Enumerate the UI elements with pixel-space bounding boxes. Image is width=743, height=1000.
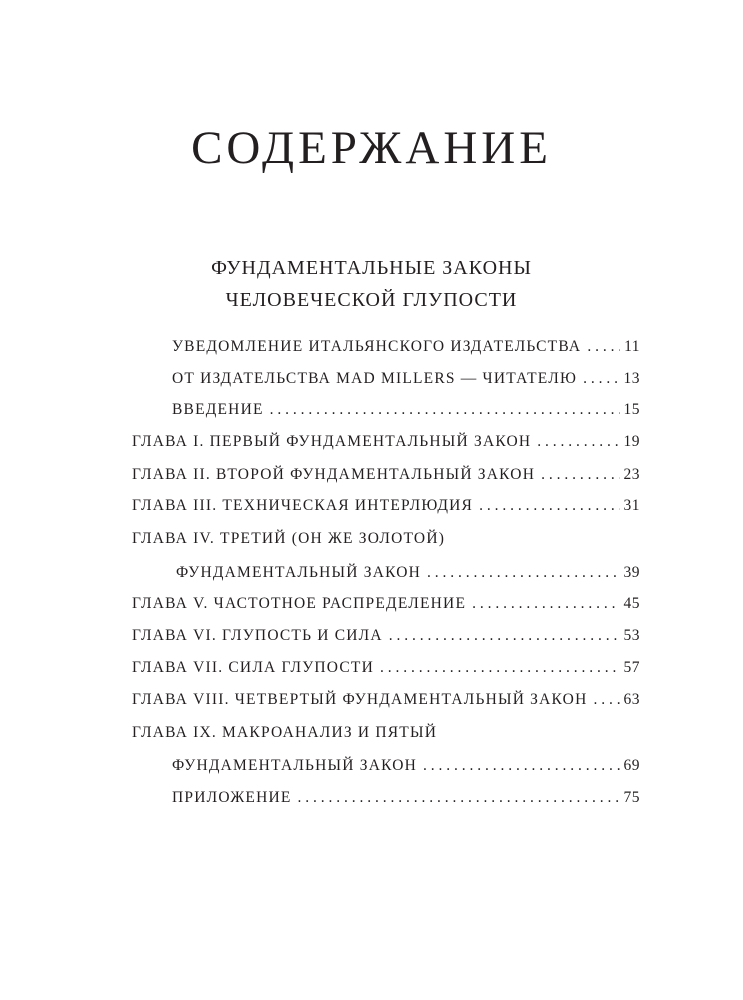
section-title-line-1: ФУНДАМЕНТАЛЬНЫЕ ЗАКОНЫ: [211, 257, 532, 279]
toc-leader-dots: [270, 401, 620, 419]
toc-entry-label: ГЛАВА III. ТЕХНИЧЕСКАЯ ИНТЕРЛЮДИЯ: [132, 497, 474, 514]
toc-leader-dots: [537, 433, 619, 451]
toc-leader-dots: [593, 691, 619, 709]
toc-leader-dots: [298, 789, 620, 807]
toc-entry-label: ГЛАВА I. ПЕРВЫЙ ФУНДАМЕНТАЛЬНЫЙ ЗАКОН: [132, 433, 532, 450]
toc-entry[interactable]: [176, 564, 640, 588]
toc-entry-label: ГЛАВА II. ВТОРОЙ ФУНДАМЕНТАЛЬНЫЙ ЗАКОН: [132, 466, 536, 483]
toc-entry-page: 75: [623, 789, 640, 806]
toc-entry-page: 15: [623, 401, 640, 418]
section-title-line-2: ЧЕЛОВЕЧЕСКОЙ ГЛУПОСТИ: [225, 289, 518, 311]
toc-entry-label: ГЛАВА VII. СИЛА ГЛУПОСТИ: [132, 659, 374, 676]
toc-entry[interactable]: [132, 530, 640, 554]
toc-entry-label: ФУНДАМЕНТАЛЬНЫЙ ЗАКОН: [172, 757, 418, 774]
toc-entry-label: ГЛАВА V. ЧАСТОТНОЕ РАСПРЕДЕЛЕНИЕ: [132, 595, 467, 612]
toc-entry[interactable]: [132, 497, 640, 521]
toc-entry-page: 69: [623, 757, 640, 774]
toc-entry[interactable]: [132, 595, 640, 619]
toc-entry-label: ГЛАВА VIII. ЧЕТВЕРТЫЙ ФУНДАМЕНТАЛЬНЫЙ ЗАКОН: [132, 691, 588, 708]
toc-entry-label: ОТ ИЗДАТЕЛЬСТВА MAD MILLERS — ЧИТАТЕЛЮ: [172, 370, 578, 387]
toc-leader-dots: [380, 659, 620, 677]
toc-entry[interactable]: [172, 338, 640, 362]
toc-leader-dots: [423, 757, 619, 775]
toc-entry-page: 19: [623, 433, 640, 450]
toc-entry-page: 11: [624, 338, 640, 355]
toc-entry-page: 31: [623, 497, 640, 514]
toc-entry[interactable]: [172, 401, 640, 425]
toc-leader-dots: [389, 627, 620, 645]
toc-entry[interactable]: [132, 627, 640, 651]
toc-entry-page: 53: [623, 627, 640, 644]
page-title: СОДЕРЖАНИЕ: [191, 122, 552, 174]
toc-entry-page: 23: [623, 466, 640, 483]
toc-entry-label: ГЛАВА IV. ТРЕТИЙ (ОН ЖЕ ЗОЛОТОЙ): [132, 530, 446, 547]
toc-leader-dots: [583, 370, 619, 388]
toc-leader-dots: [472, 595, 619, 613]
toc-entry-label: ГЛАВА IX. МАКРОАНАЛИЗ И ПЯТЫЙ: [132, 724, 438, 741]
toc-entry[interactable]: [132, 466, 640, 490]
toc-entry-page: 63: [623, 691, 640, 708]
toc-leader-dots: [587, 338, 620, 356]
toc-entry[interactable]: [132, 724, 640, 748]
toc-entry-label: ФУНДАМЕНТАЛЬНЫЙ ЗАКОН: [176, 564, 422, 581]
toc-entry[interactable]: [132, 659, 640, 683]
toc-entry-page: 13: [623, 370, 640, 387]
toc-entry-label: ПРИЛОЖЕНИЕ: [172, 789, 292, 806]
toc-entry[interactable]: [172, 370, 640, 394]
toc-entry-label: УВЕДОМЛЕНИЕ ИТАЛЬЯНСКОГО ИЗДАТЕЛЬСТВА: [172, 338, 582, 355]
toc-entry[interactable]: [132, 691, 640, 715]
toc-entry-page: 39: [623, 564, 640, 581]
toc-entry-label: ГЛАВА VI. ГЛУПОСТЬ И СИЛА: [132, 627, 383, 644]
toc-entry[interactable]: [172, 757, 640, 781]
toc-leader-dots: [479, 497, 619, 515]
toc-leader-dots: [541, 466, 619, 484]
toc-entry[interactable]: [172, 789, 640, 813]
toc-entry[interactable]: [132, 433, 640, 457]
toc-entry-label: ВВЕДЕНИЕ: [172, 401, 264, 418]
toc-entry-page: 45: [623, 595, 640, 612]
toc-leader-dots: [427, 564, 619, 582]
toc-entry-page: 57: [623, 659, 640, 676]
